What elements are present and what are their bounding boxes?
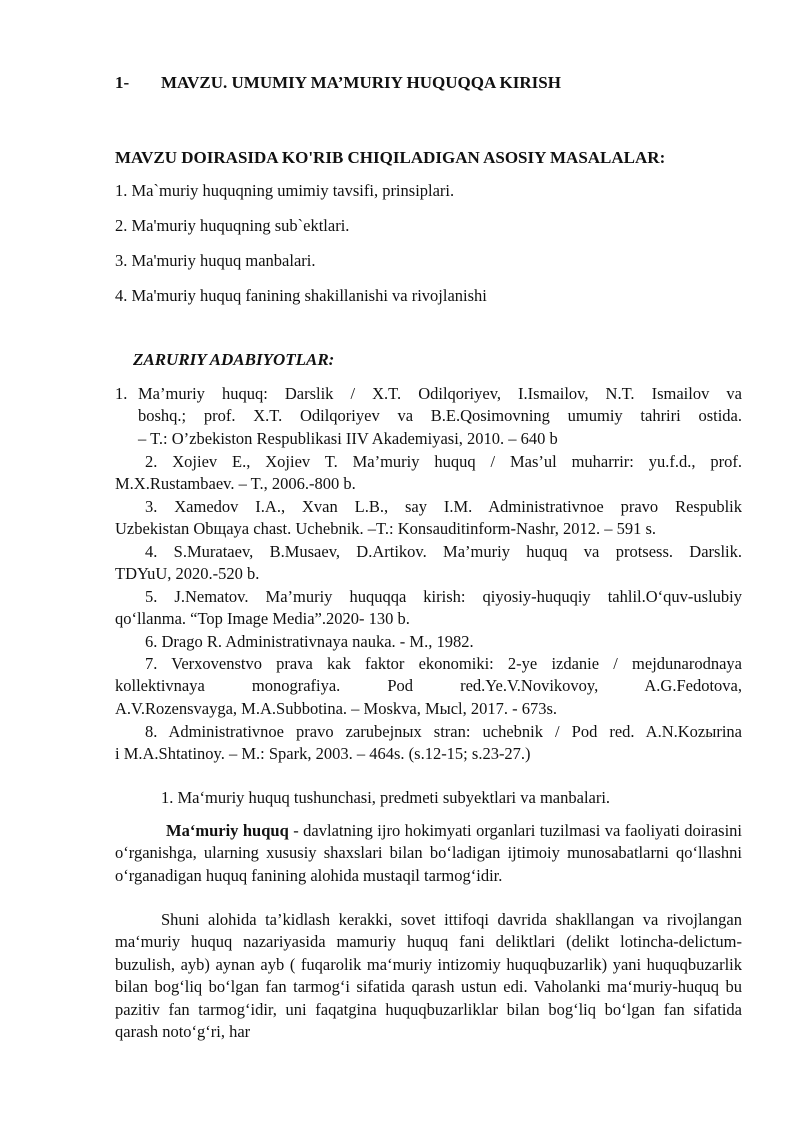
issues-heading: MAVZU DOIRASIDA KO'RIB CHIQILADIGAN ASOSIY MASALALAR: [115,148,666,167]
definition-paragraph [115,820,742,887]
literature-item: 7. Verxovenstvo prava kak faktor ekonomiki: 2-ye izdanie / mejdunarodnaya kollektivnaya monografiya. Pod red.Ye.V.Novikovoy, A.G.Fedotova, A.V.Rozensvayga, M.A.Subbotina. – Moskva, Mысl, 2017. - 673s. [115,654,742,718]
issue-item: 3. Ma'muriy huquq manbalari. [115,251,316,270]
issue-item: 1. Ma`muriy huquqning umimiy tavsifi, prinsiplari. [115,181,455,200]
definition-text: - davlatning ijro hokimyati organlari tuzilmasi va faoliyati doirasini o‘rganishga, ularning xususiy shaxslari bilan bo‘ladigan ijtimoiy munosabatlarni qo‘llashni o‘rganadigan huquq fanining alohida mustaqil tarmog‘idir. [115,821,742,885]
literature-heading: ZARURIY ADABIYOTLAR: [133,350,335,369]
section-title: 1. Ma‘muriy huquq tushunchasi, predmeti subyektlari va manbalari. [161,788,611,807]
topic-number: 1- [115,73,130,92]
literature-item: 2. Xojiev E., Xojiev T. Ma’muriy huquq / Mas’ul muharrir: yu.f.d., prof. M.X.Rustambaev. – T., 2006.-800 b. [115,452,742,494]
literature-item: 8. Administrativnoe pravo zarubejnых stran: uchebnik / Pod red. A.N.Kozыrina i M.A.Shtatinoy. – M.: Spark, 2003. – 464s. (s.12-15; s.23-27.) [115,722,742,764]
literature-item: 3. Xamedov I.A., Xvan L.B., say I.M. Administrativnoe pravo Respublik Uzbekistan Obщaya chast. Uchebnik. –T.: Konsauditinform-Nashr, 2012. – 591 s. [115,497,742,539]
literature-item: 4. S.Murataev, B.Musaev, D.Artikov. Ma’muriy huquq va protsess. Darslik. TDYuU, 2020.-520 b. [115,542,742,584]
issue-item: 4. Ma'muriy huquq fanining shakillanishi va rivojlanishi [115,286,487,305]
definition-term: Ma‘muriy huquq [166,821,289,840]
literature-item-number: 1. [115,384,128,403]
issue-item: 2. Ma'muriy huquqning sub`ektlari. [115,216,350,235]
literature-item: Ma’muriy huquq: Darslik / X.T. Odilqoriyev, I.Ismailov, N.T. Ismailov va boshq.; prof. X.T. Odilqoriyev va B.E.Qosimovning umumiy tahriri ostida. – T.: O’zbekiston Respublikasi IIV Akademiyasi, 2010. – 640 b [138,384,742,448]
literature-item: 5. J.Nematov. Ma’muriy huquqqa kirish: qiyosiy-huquqiy tahlil.O‘quv-uslubiy qo‘llanma. “Top Image Media”.2020- 130 b. [115,587,742,629]
body-paragraph: Shuni alohida ta’kidlash kerakki, sovet ittifoqi davrida shakllangan va rivojlangan ma‘muriy huquq nazariyasida mamuriy huquq fani deliktlari (delikt lotincha-delictum-buzulish, ayb) aynan ayb ( fuqarolik ma‘muriy intizomiy huquqbuzarlik) yani huquqbuzarlik bilan bog‘liq bo‘lgan fan tarmog‘i sifatida qarash ustun edi. Vaholanki ma‘muriy-huquq bu pazitiv fan tarmog‘idir, uni faqatgina huquqbuzarliklar bilan bog‘liq bo‘lgan fan sifatida qarash noto‘g‘ri, har [115,910,742,1042]
literature-item: 6. Drago R. Administrativnaya nauka. - M., 1982. [145,632,474,651]
topic-title: MAVZU. UMUMIY MA’MURIY HUQUQQA KIRISH [161,73,561,92]
